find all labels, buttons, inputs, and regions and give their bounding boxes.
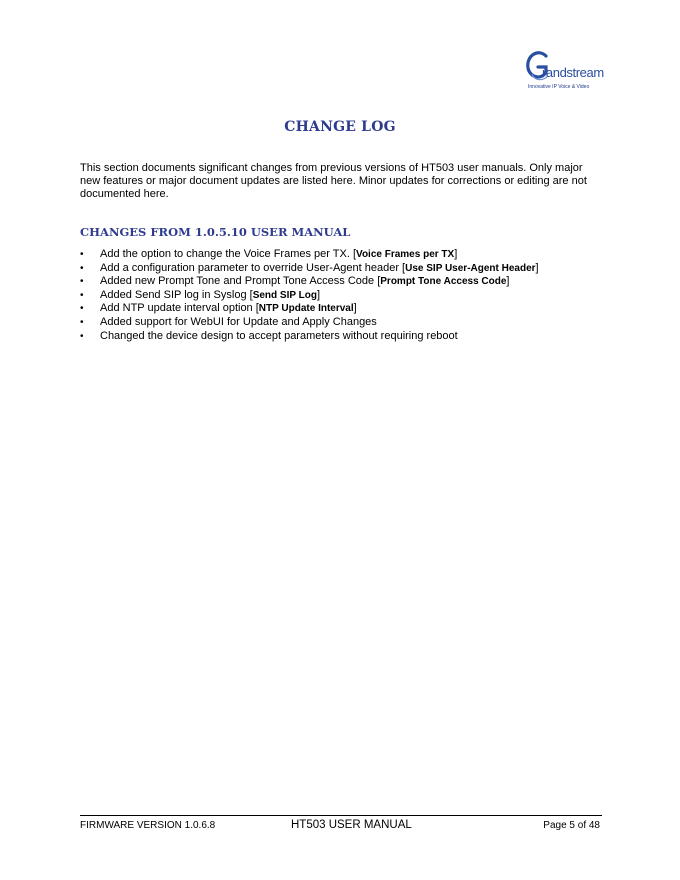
change-list <box>80 248 600 343</box>
list-item: • Added support for WebUI for Update and Apply Changes <box>80 316 600 330</box>
section-heading: CHANGES FROM 1.0.5.10 USER MANUAL <box>80 225 351 239</box>
footer-page-number: Page 5 of 48 <box>543 820 600 831</box>
grandstream-logo <box>522 48 604 94</box>
footer-divider <box>80 815 602 816</box>
footer-manual-title: HT503 USER MANUAL <box>291 819 412 831</box>
list-item: • Added Send SIP log in Syslog [Send SIP Log] <box>80 289 600 303</box>
list-item: • Changed the device design to accept parameters without requiring reboot <box>80 330 600 344</box>
logo-brand-text: randstream <box>542 65 604 80</box>
list-item: • Add NTP update interval option [NTP Update Interval] <box>80 302 600 316</box>
logo-tagline: Innovative IP Voice & Video <box>528 84 590 90</box>
intro-paragraph: This section documents significant changes from previous versions of HT503 user manuals. Only major new features or major document updates are listed here. Minor updates for corrections or editing are not documented here. <box>80 162 587 200</box>
list-item: • Add a configuration parameter to override User-Agent header [Use SIP User-Agent Header] <box>80 262 600 276</box>
footer-firmware-version: FIRMWARE VERSION 1.0.6.8 <box>80 820 216 831</box>
list-item: • Add the option to change the Voice Frames per TX. [Voice Frames per TX] <box>80 248 600 262</box>
list-item: • Added new Prompt Tone and Prompt Tone Access Code [Prompt Tone Access Code] <box>80 275 600 289</box>
page-title: CHANGE LOG <box>284 119 396 135</box>
